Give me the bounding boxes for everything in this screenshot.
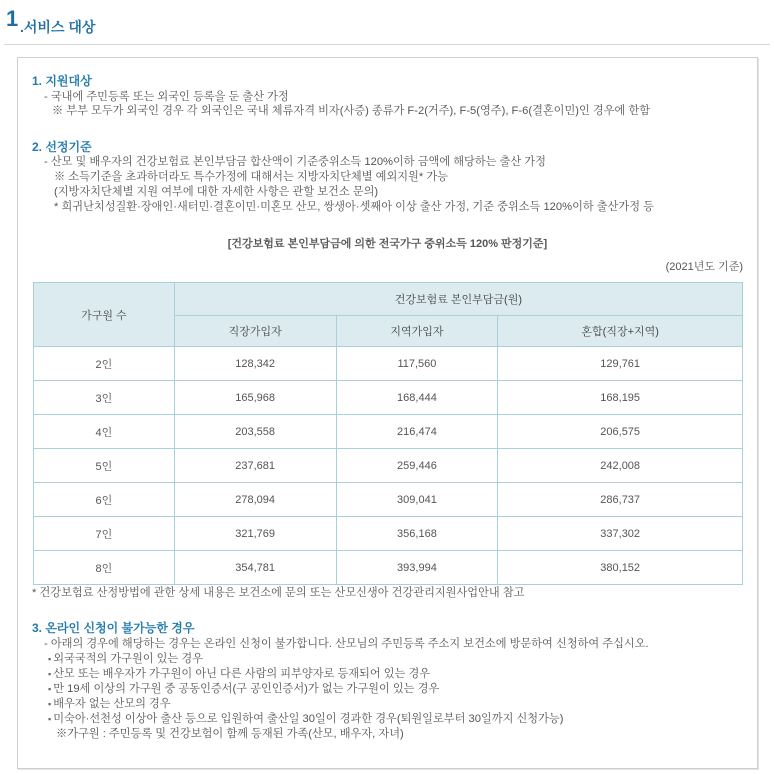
criteria-title: 2. 선정기준 xyxy=(32,140,92,154)
household-size-cell: 2인 xyxy=(34,347,175,381)
mixed-amount-cell: 168,195 xyxy=(498,381,743,415)
mixed-amount-cell: 286,737 xyxy=(498,483,743,517)
offline-cases-intro: - 아래의 경우에 해당하는 경우는 온라인 신청이 불가합니다. 산모님의 주민등록 주소지 보건소에 방문하여 신청하여 주십시오. xyxy=(44,638,649,650)
header-regional-subscriber: 지역가입자 xyxy=(336,316,498,347)
household-size-cell: 4인 xyxy=(34,415,175,449)
offline-case-item: ▪ 배우자 없는 산모의 경우 xyxy=(48,695,171,711)
income-criteria-table xyxy=(33,282,743,585)
offline-case-item: ▪ 산모 또는 배우자가 가구원이 아닌 다른 사람의 피부양자로 등재되어 있는 경우 xyxy=(48,665,430,681)
section-number: 1 xyxy=(6,6,19,31)
header-premium-group: 건강보험료 본인부담금(원) xyxy=(174,283,742,316)
mixed-amount-cell: 242,008 xyxy=(498,449,743,483)
regional-amount-cell: 117,560 xyxy=(336,347,498,381)
header-household-size: 가구원 수 xyxy=(34,283,175,347)
eligibility-note: ※ 부부 모두가 외국인 경우 각 외국인은 국내 체류자격 비자(사증) 종류가 F-2(거주), F-5(영주), F-6(결혼이민)인 경우에 한함 xyxy=(52,105,651,117)
premium-calculation-note: * 건강보험료 산정방법에 관한 상세 내용은 보건소에 문의 또는 산모신생아 건강관리지원사업안내 참고 xyxy=(32,587,525,599)
table-row xyxy=(34,551,743,585)
table-row xyxy=(34,483,743,517)
header-divider xyxy=(4,44,770,45)
offline-cases-title: 3. 온라인 신청이 불가능한 경우 xyxy=(32,621,195,635)
table-caption: [건강보험료 본인부담금에 의한 전국가구 중위소득 120% 판정기준] xyxy=(227,238,548,250)
criteria-note: ※ 소득기준을 초과하더라도 특수가정에 대해서는 지방자치단체별 예외지원* 가능 xyxy=(54,171,448,183)
criteria-line: - 산모 및 배우자의 건강보험료 본인부담금 합산액이 기준중위소득 120%이하 금액에 해당하는 출산 가정 xyxy=(44,156,546,168)
table-row xyxy=(34,347,743,381)
regional-amount-cell: 309,041 xyxy=(336,483,498,517)
employee-amount-cell: 354,781 xyxy=(174,551,336,585)
household-size-cell: 6인 xyxy=(34,483,175,517)
criteria-note: (지방자치단체별 지원 여부에 대한 자세한 사항은 관할 보건소 문의) xyxy=(54,186,379,198)
header-mixed-subscriber: 혼합(직장+지역) xyxy=(498,316,743,347)
employee-amount-cell: 278,094 xyxy=(174,483,336,517)
section-header xyxy=(0,0,774,48)
mixed-amount-cell: 337,302 xyxy=(498,517,743,551)
criteria-note: * 희귀난치성질환·장애인·새터민·결혼이민·미혼모 산모, 쌍생아·셋째아 이상 출산 가정, 기준 중위소득 120%이하 출산가정 등 xyxy=(54,201,654,213)
eligibility-title: 1. 지원대상 xyxy=(32,74,92,88)
mixed-amount-cell: 380,152 xyxy=(498,551,743,585)
section-title: .서비스 대상 xyxy=(20,19,96,35)
offline-case-item: ▪ 만 19세 이상의 가구원 중 공동인증서(구 공인인증서)가 없는 가구원이 있는 경우 xyxy=(48,680,439,696)
employee-amount-cell: 237,681 xyxy=(174,449,336,483)
offline-case-item: ▪ 외국국적의 가구원이 있는 경우 xyxy=(48,650,203,666)
table-row xyxy=(34,449,743,483)
eligibility-line: - 국내에 주민등록 또는 외국인 등록을 둔 출산 가정 xyxy=(44,91,289,103)
table-row xyxy=(34,415,743,449)
household-size-cell: 7인 xyxy=(34,517,175,551)
table-row xyxy=(34,381,743,415)
employee-amount-cell: 165,968 xyxy=(174,381,336,415)
header-employee-subscriber: 직장가입자 xyxy=(174,316,336,347)
employee-amount-cell: 128,342 xyxy=(174,347,336,381)
regional-amount-cell: 216,474 xyxy=(336,415,498,449)
employee-amount-cell: 203,558 xyxy=(174,415,336,449)
regional-amount-cell: 168,444 xyxy=(336,381,498,415)
regional-amount-cell: 356,168 xyxy=(336,517,498,551)
offline-case-item: ▪ 미숙아·선천성 이상아 출산 등으로 입원하여 출산일 30일이 경과한 경우(퇴원일로부터 30일까지 신청가능) xyxy=(48,710,563,726)
household-size-cell: 5인 xyxy=(34,449,175,483)
household-definition-note: ※가구원 : 주민등록 및 건강보험이 함께 등재된 가족(산모, 배우자, 자녀) xyxy=(56,728,404,740)
content-panel xyxy=(17,57,758,769)
employee-amount-cell: 321,769 xyxy=(174,517,336,551)
regional-amount-cell: 259,446 xyxy=(336,449,498,483)
mixed-amount-cell: 206,575 xyxy=(498,415,743,449)
table-row xyxy=(34,517,743,551)
table-basis-year: (2021년도 기준) xyxy=(665,261,743,273)
household-size-cell: 8인 xyxy=(34,551,175,585)
household-size-cell: 3인 xyxy=(34,381,175,415)
mixed-amount-cell: 129,761 xyxy=(498,347,743,381)
regional-amount-cell: 393,994 xyxy=(336,551,498,585)
